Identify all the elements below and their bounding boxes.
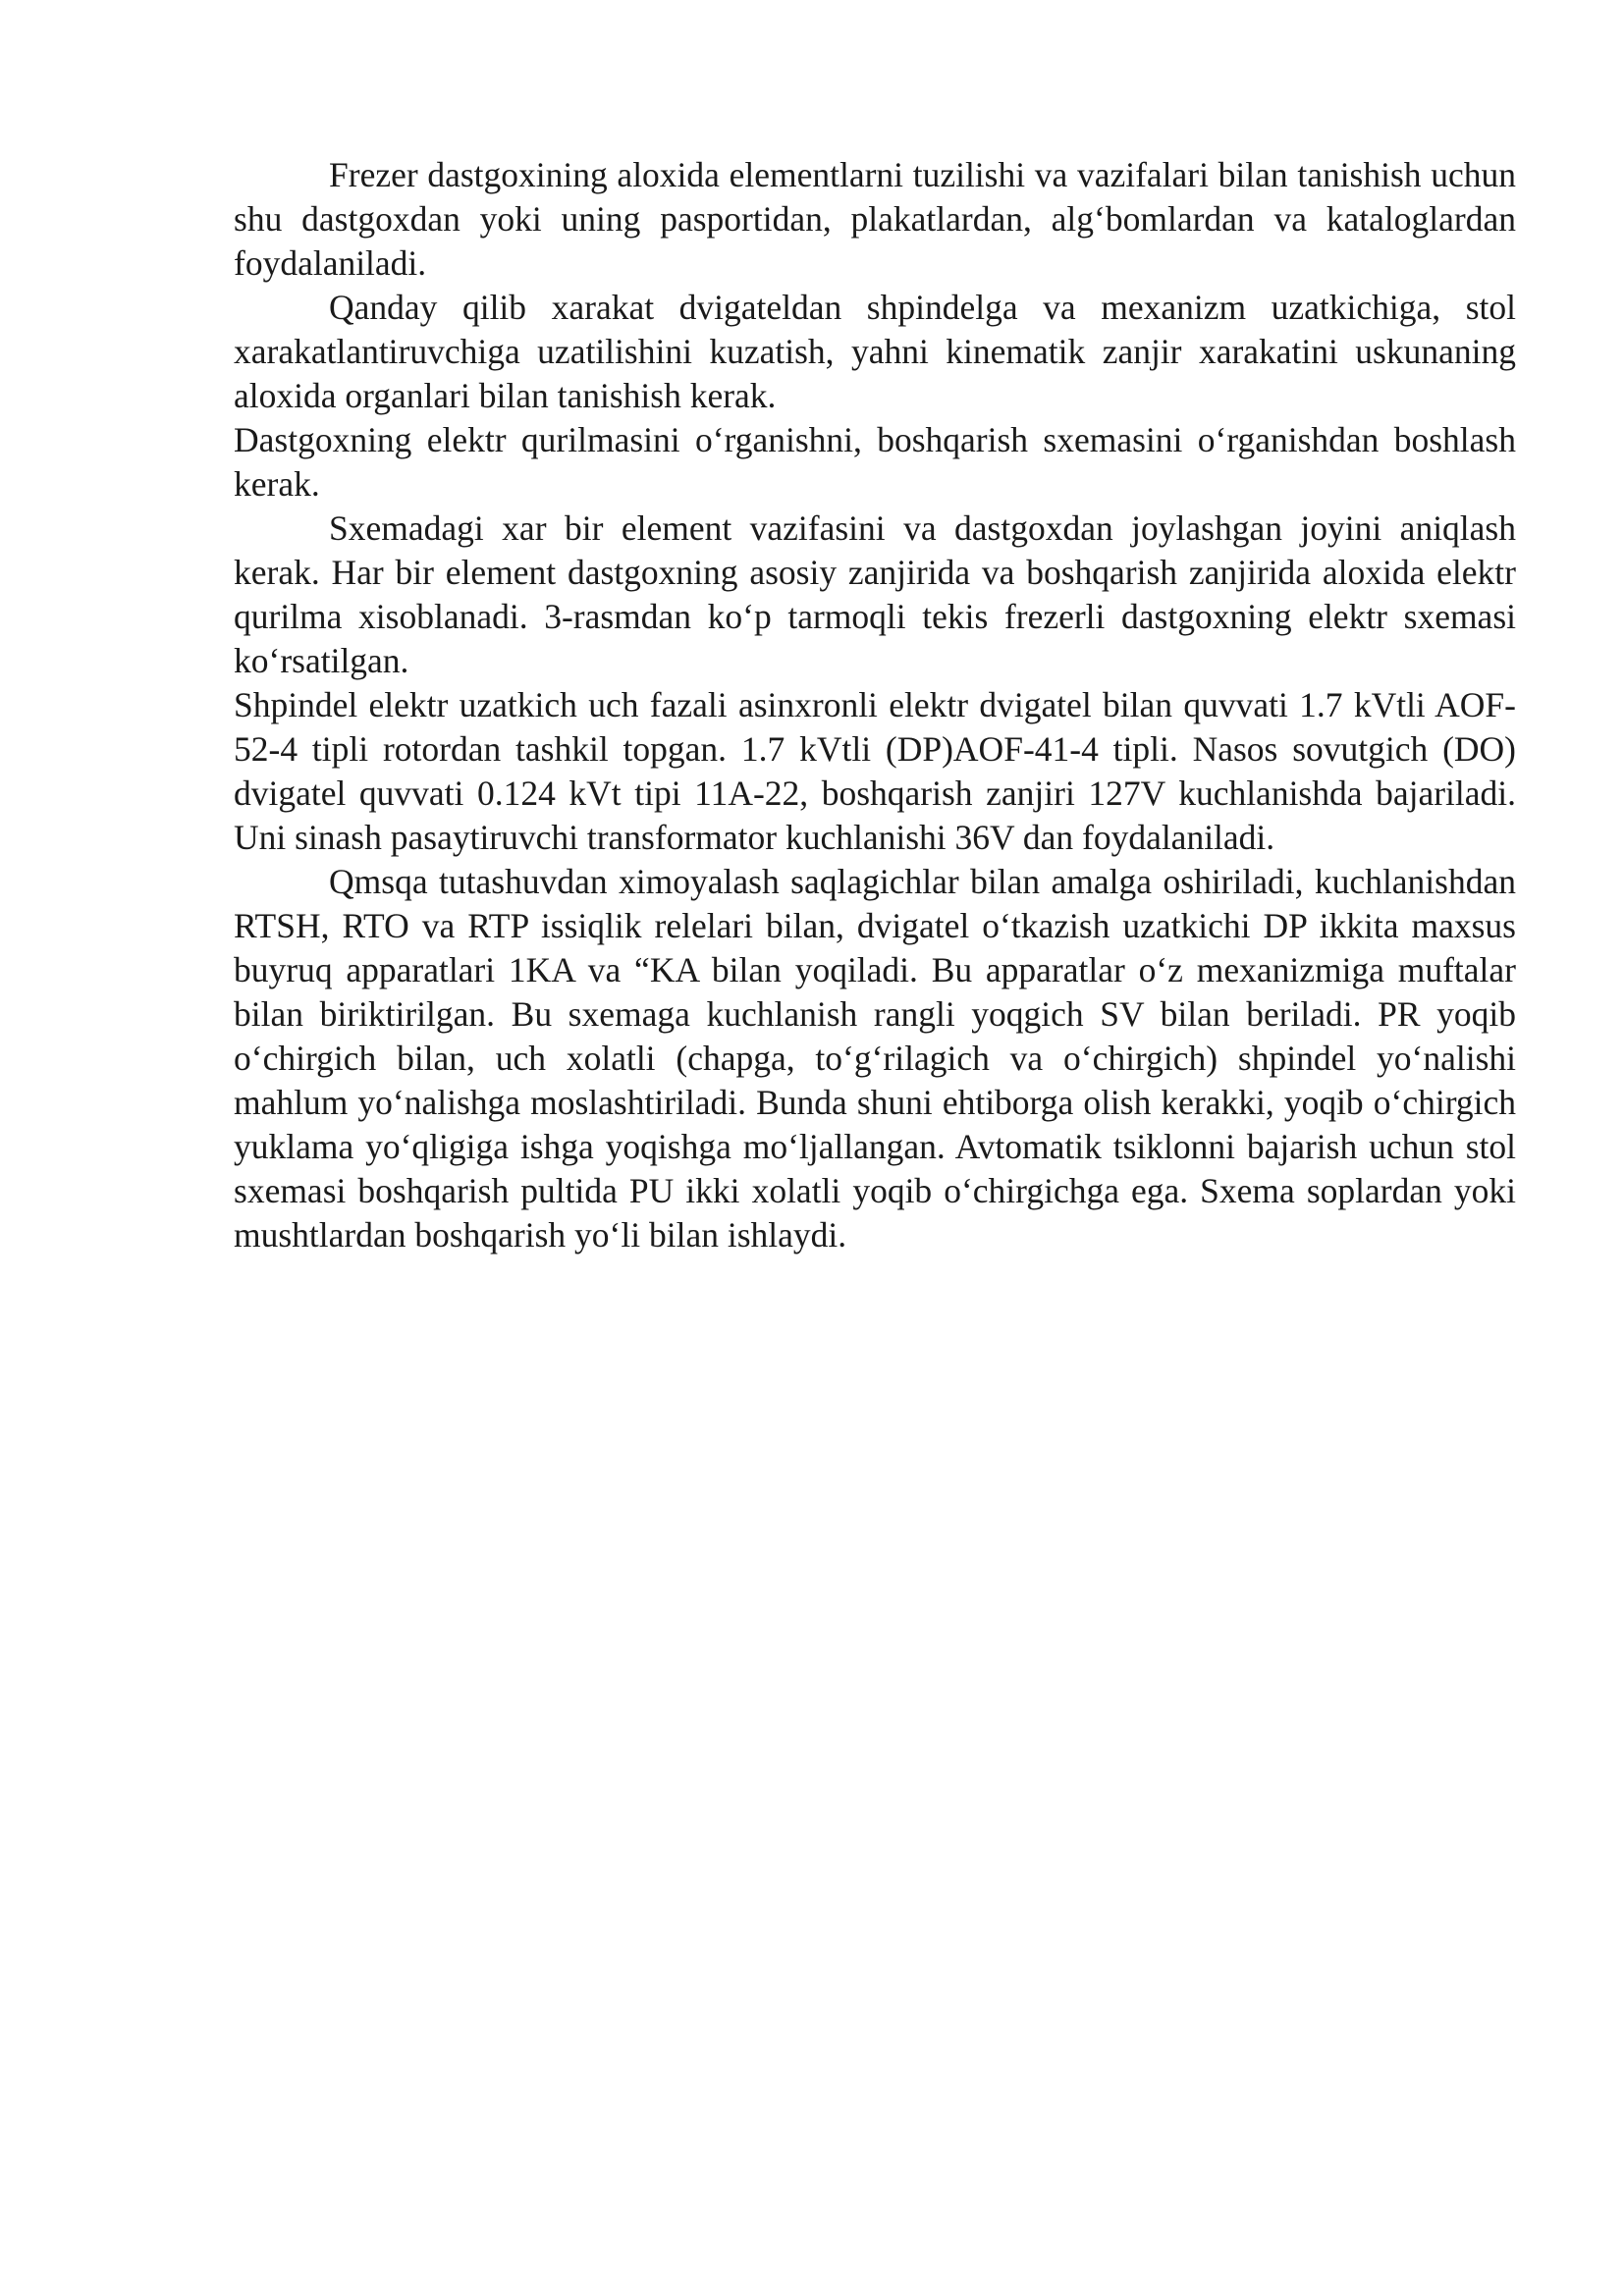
paragraph-5: Shpindel elektr uzatkich uch fazali asinxronli elektr dvigatel bilan quvvati 1.7 kVtli AOF-52-4 tipli rotordan tashkil topgan. 1.7 kVtli (DP)AOF-41-4 tipli. Nasos sovutgich (DO) dvigatel quvvati 0.124 kVt tipi 11A-22, boshqarish zanjiri 127V kuchlanishda bajariladi. Uni sinash pasaytiruvchi transformator kuchlanishi 36V dan foydalaniladi. [234,685,1516,857]
paragraph-4: Sxemadagi xar bir element vazifasini va dastgoxdan joylashgan joyini aniqlash kerak. Har bir element dastgoxning asosiy zanjirida va boshqarish zanjirida aloxida elektr qurilma xisoblanadi. 3-rasmdan ko‘p tarmoqli tekis frezerli dastgoxning elektr sxemasi ko‘rsatilgan. [234,508,1516,680]
paragraph-6: Qmsqa tutashuvdan ximoyalash saqlagichlar bilan amalga oshiriladi, kuchlanishdan RTSH, RTO va RTP issiqlik relelari bilan, dvigatel o‘tkazish uzatkichi DP ikkita maxsus buyruq apparatlari 1KA va “KA bilan yoqiladi. Bu apparatlar o‘z mexanizmiga muftalar bilan biriktirilgan. Bu sxemaga kuchlanish rangli yoqgich SV bilan beriladi. PR yoqib o‘chirgich bilan, uch xolatli (chapga, to‘g‘rilagich va o‘chirgich) shpindel yo‘nalishi mahlum yo‘nalishga moslashtiriladi. Bunda shuni ehtiborga olish kerakki, yoqib o‘chirgich yuklama yo‘qligiga ishga yoqishga mo‘ljallangan. Avtomatik tsiklonni bajarish uchun stol sxemasi boshqarish pultida PU ikki xolatli yoqib o‘chirgichga ega. Sxema soplardan yoki mushtlardan boshqarish yo‘li bilan ishlaydi. [234,862,1516,1255]
paragraph-2: Qanday qilib xarakat dvigateldan shpindelga va mexanizm uzatkichiga, stol xarakatlantiruvchiga uzatilishini kuzatish, yahni kinematik zanjir xarakatini uskunaning aloxida organlari bilan tanishish kerak. [234,288,1516,415]
paragraph-3: Dastgoxning elektr qurilmasini o‘rganishni, boshqarish sxemasini o‘rganishdan boshlash kerak. [234,420,1516,504]
paragraph-1: Frezer dastgoxining aloxida elementlarni tuzilishi va vazifalari bilan tanishish uchun shu dastgoxdan yoki uning pasportidan, plakatlardan, alg‘bomlardan va kataloglardan foydalaniladi. [234,155,1516,283]
body-text [234,153,1516,1257]
